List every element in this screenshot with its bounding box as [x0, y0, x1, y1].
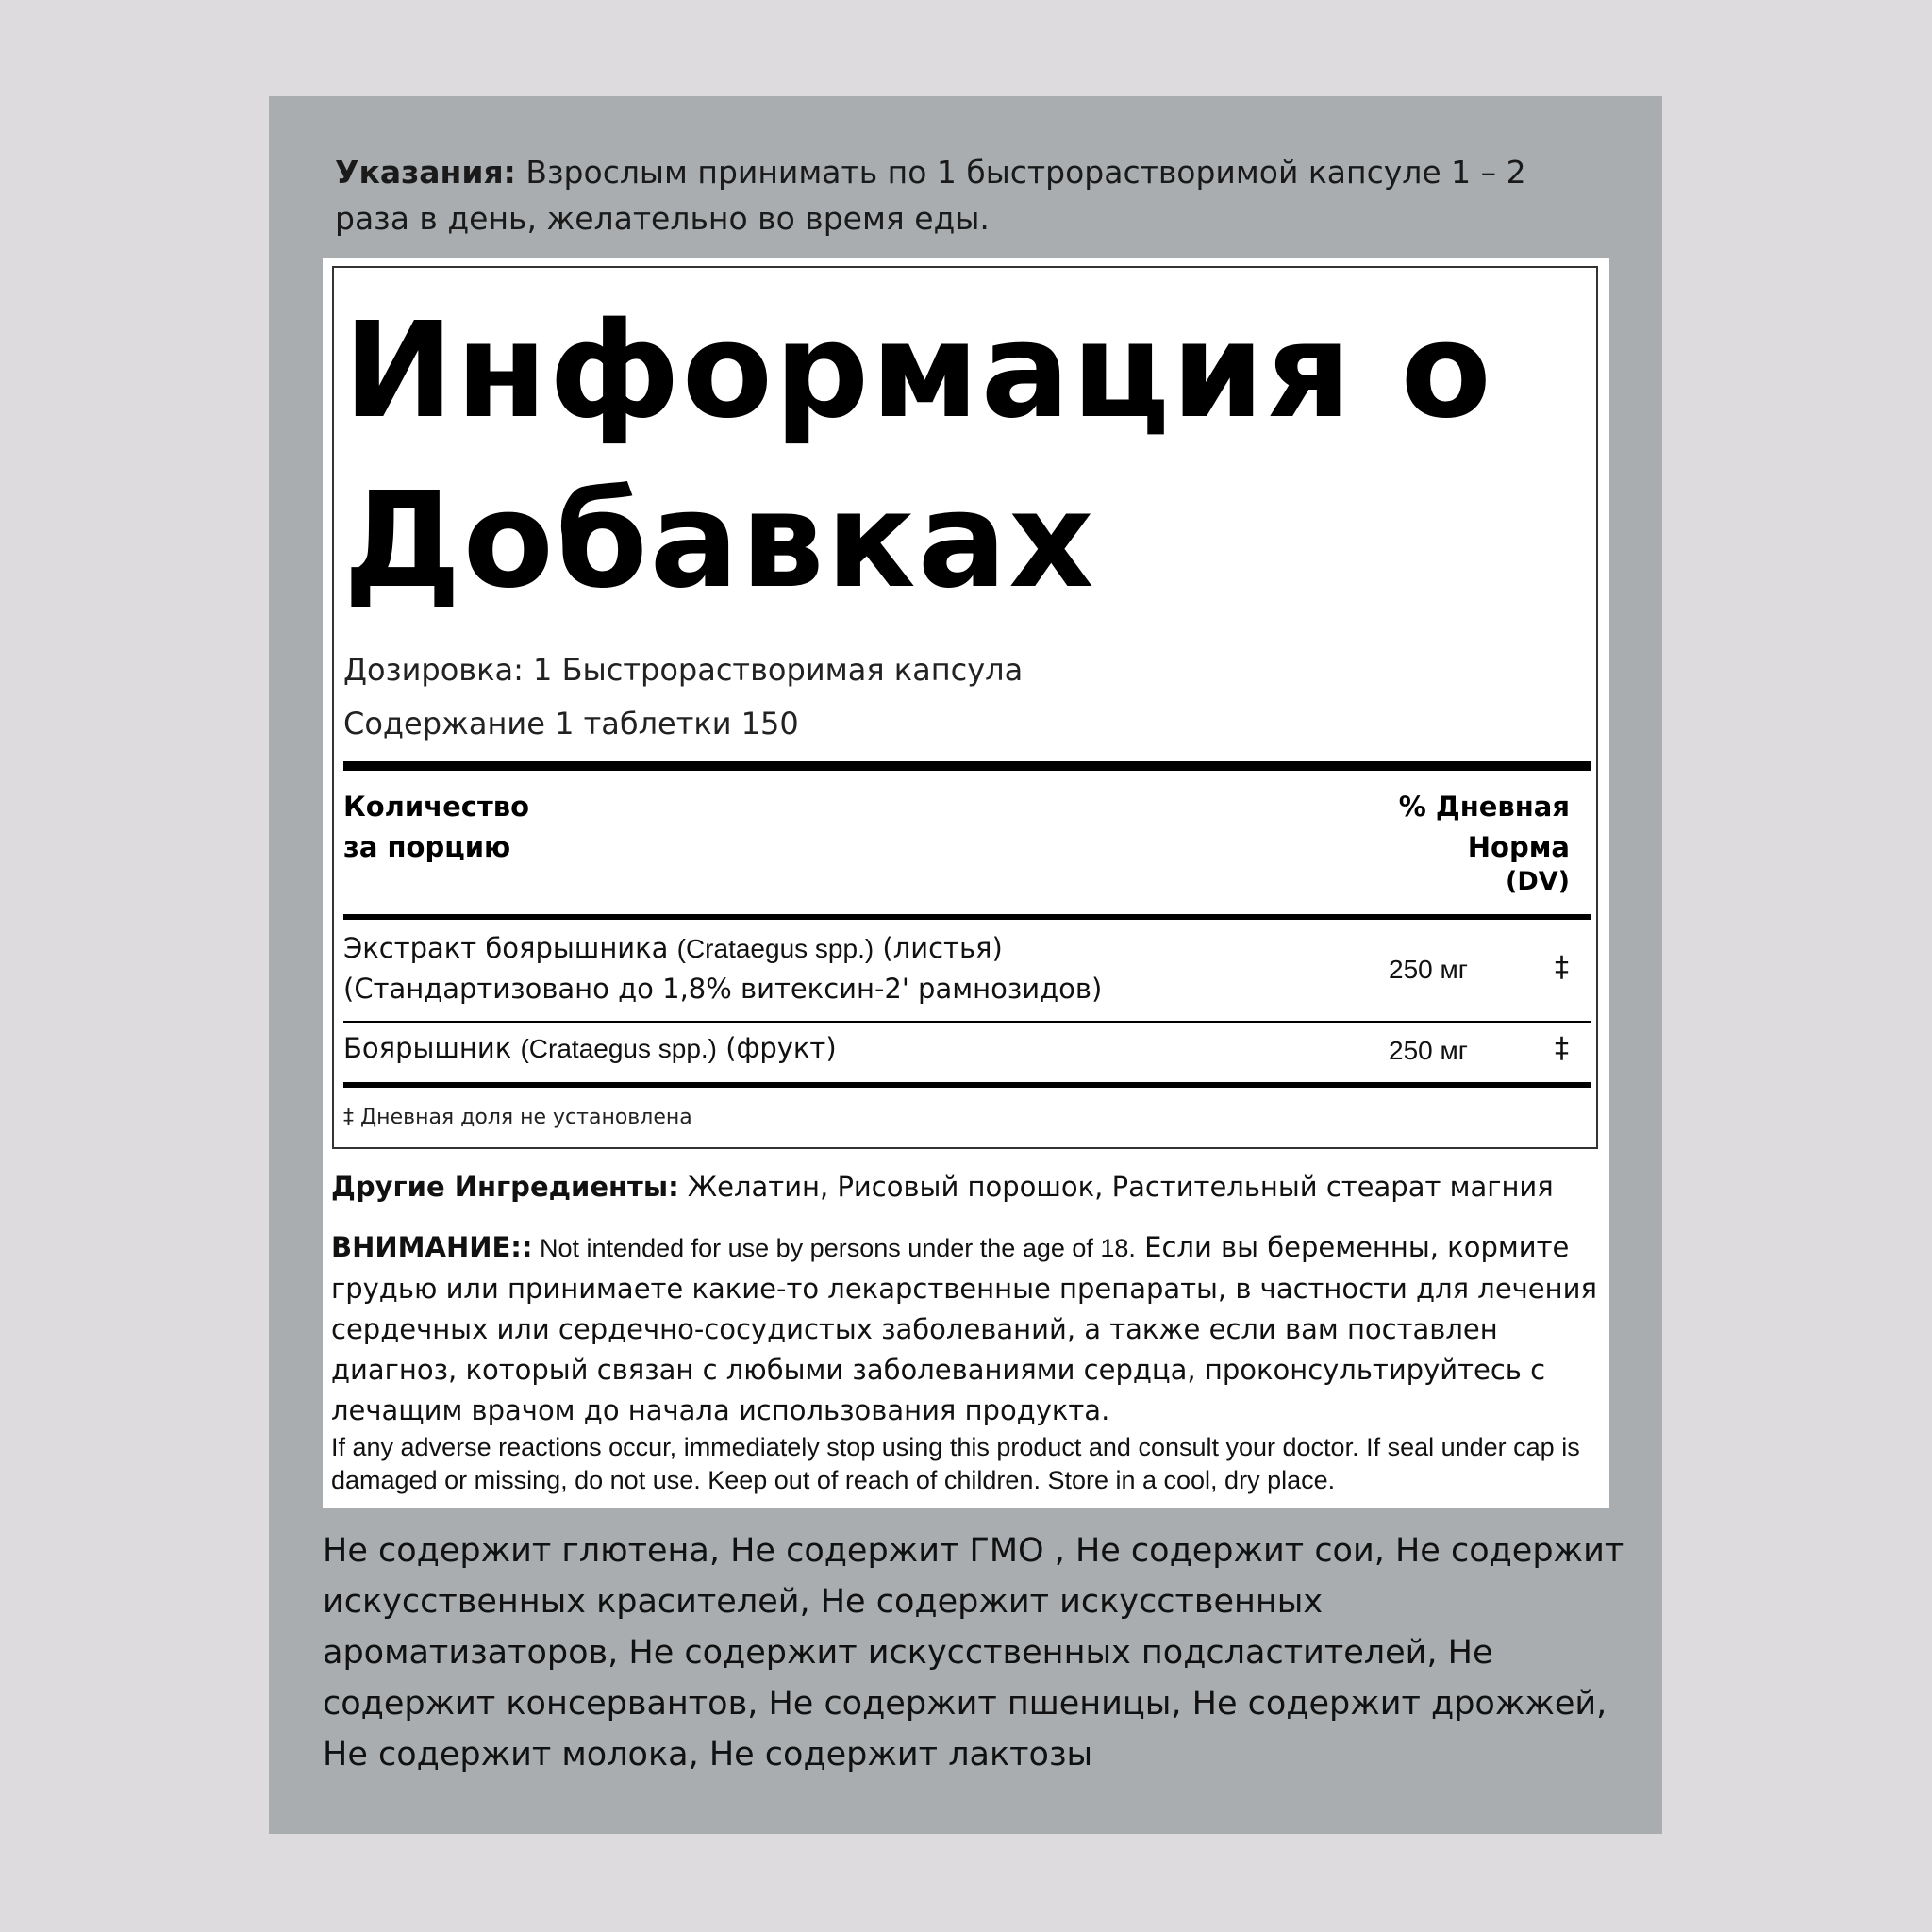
other-ingredients-label: Другие Ингредиенты: [331, 1171, 679, 1203]
row1-name-latin: (Crataegus spp.) [676, 934, 874, 963]
header-right-line2: Норма [1467, 831, 1570, 863]
row2-name-b: (фрукт) [717, 1032, 837, 1064]
row1-name-line1 [343, 928, 1102, 969]
divider-thick-bottom [343, 1082, 1591, 1088]
table-row [343, 1028, 837, 1069]
footnote: ‡ Дневная доля не установлена [343, 1106, 692, 1129]
other-ingredients [331, 1171, 1595, 1203]
row1-amount: 250 мг [1389, 955, 1468, 984]
label-panel [269, 96, 1662, 1834]
daily-value-header [1399, 787, 1570, 896]
facts-title-line1: Информация о [343, 294, 1493, 448]
facts-title-line2: Добавках [343, 464, 1096, 618]
directions-text: Взрослым принимать по 1 быстрорастворимой капсуле 1 – 2 раза в день, желательно во время еды. [335, 154, 1526, 237]
warning [331, 1227, 1601, 1497]
supplement-facts-box [332, 266, 1598, 1149]
row2-amount: 250 мг [1389, 1036, 1468, 1065]
divider-thick-header [343, 914, 1591, 920]
header-left-line1: Количество [343, 791, 530, 823]
header-right-line3: (DV) [1506, 867, 1570, 896]
serving-size: Дозировка: 1 Быстрорастворимая капсула [343, 652, 1024, 688]
warning-en-part2: If any adverse reactions occur, immediately stop using this product and consult your doctor. If seal under cap is damaged or missing, do not use. Keep out of reach of children. Store in a cool, dry place. [331, 1433, 1580, 1494]
divider-thick-top [343, 761, 1591, 771]
directions [335, 149, 1599, 242]
header-right-line1: % Дневная [1398, 791, 1570, 823]
supplement-card [323, 258, 1609, 1508]
warning-label: ВНИМАНИЕ:: [331, 1231, 533, 1263]
row1-name-line2: (Стандартизовано до 1,8% витексин-2' рамнозидов) [343, 973, 1103, 1005]
row2-dv: ‡ [1555, 1032, 1569, 1065]
facts-title [343, 287, 1589, 626]
free-from-list: Не содержит глютена, Не содержит ГМО , Не содержит сои, Не содержит искусственных красителей, Не содержит искусственных ароматизаторов, Не содержит искусственных подсластителей, Не содержит консервантов, Не содержит пшеницы, Не содержит дрожжей, Не содержит молока, Не содержит лактозы [323, 1532, 1624, 1774]
warning-en-part1: Not intended for use by persons under the age of 18. [532, 1234, 1136, 1262]
amount-per-serving-header [343, 787, 529, 868]
other-ingredients-text: Желатин, Рисовый порошок, Растительный стеарат магния [678, 1171, 1554, 1203]
warning-ru-part: Если вы беременны, кормите грудью или принимаете какие-то лекарственные препараты, в частности для лечения сердечных или сердечно-сосудистых заболеваний, а также если вам поставлен диагноз, который связан с любыми заболеваниями сердца, проконсультируйтесь с лечащим врачом до начала использования продукта. [331, 1231, 1597, 1426]
row1-dv: ‡ [1555, 951, 1569, 984]
row1-name-a: Экстракт боярышника [343, 932, 677, 964]
servings-per-container: Содержание 1 таблетки 150 [343, 706, 799, 741]
row1-name-b: (листья) [874, 932, 1003, 964]
table-row [343, 928, 1102, 1009]
directions-label: Указания: [335, 154, 516, 191]
row2-name-latin: (Crataegus spp.) [520, 1034, 718, 1063]
row2-name-a: Боярышник [343, 1032, 521, 1064]
header-left-line2: за порцию [343, 831, 511, 863]
divider-thin-row [343, 1021, 1591, 1023]
